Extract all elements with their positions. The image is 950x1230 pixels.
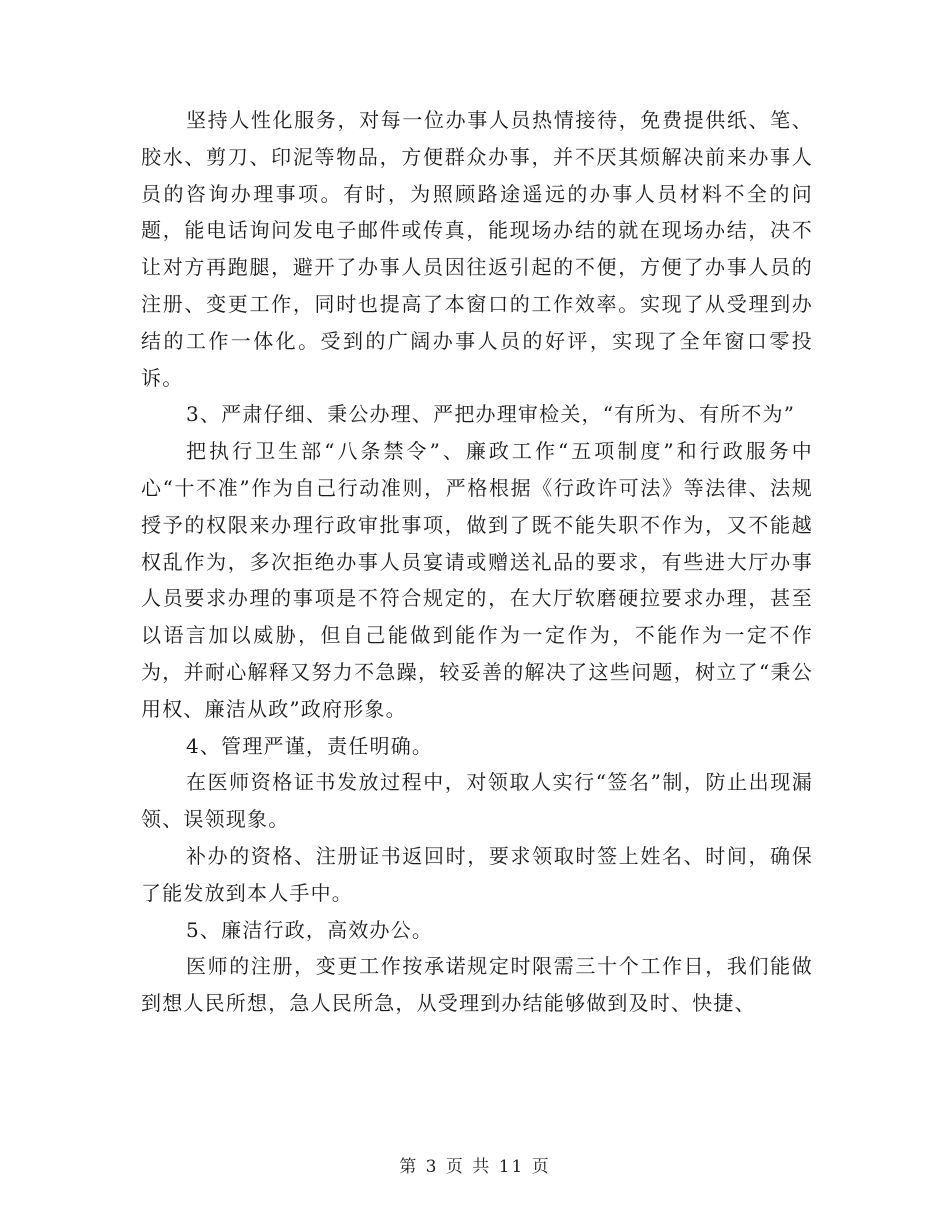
section-heading: 5、廉洁行政，高效办公。 — [186, 917, 434, 942]
paragraph: 医师的注册，变更工作按承诺规定时限需三十个工作日，我们能做到想人民所想，急人民所急，从受理到办结能够做到及时、快捷、 — [141, 954, 813, 1016]
section-heading: 3、严肃仔细、秉公办理、严把办理审检关，“有所为、有所不为” — [186, 402, 796, 427]
paragraph: 补办的资格、注册证书返回时，要求领取时签上姓名、时间，确保了能发放到本人手中。 — [141, 843, 813, 905]
paragraph: 在医师资格证书发放过程中，对领取人实行“签名”制，防止出现漏领、误领现象。 — [141, 770, 813, 832]
section-heading: 4、管理严谨，责任明确。 — [186, 733, 434, 758]
page-footer: 第 3 页 共 11 页 — [399, 1157, 551, 1177]
document-body — [141, 102, 813, 1022]
paragraph: 坚持人性化服务，对每一位办事人员热情接待，免费提供纸、笔、胶水、剪刀、印泥等物品，方便群众办事，并不厌其烦解决前来办事人员的咨询办理事项。有时，为照顾路途遥远的办事人员材料不全的问题，能电话询问发电子邮件或传真，能现场办结的就在现场办结，决不让对方再跑腿，避开了办事人员因往返引起的不便，方便了办事人员的注册、变更工作，同时也提高了本窗口的工作效率。实现了从受理到办结的工作一体化。受到的广阔办事人员的好评，实现了全年窗口零投诉。 — [141, 108, 813, 390]
paragraph: 把执行卫生部“八条禁令”、廉政工作“五项制度”和行政服务中心“十不准”作为自己行动准则，严格根据《行政许可法》等法律、法规授予的权限来办理行政审批事项，做到了既不能失职不作为，又不能越权乱作为，多次拒绝办事人员宴请或赠送礼品的要求，有些进大厅办事人员要求办理的事项是不符合规定的，在大厅软磨硬拉要求办理，甚至以语言加以威胁，但自己能做到能作为一定作为，不能作为一定不作为，并耐心解释又努力不急躁，较妥善的解决了这些问题，树立了“秉公用权、廉洁从政”政府形象。 — [141, 439, 813, 721]
